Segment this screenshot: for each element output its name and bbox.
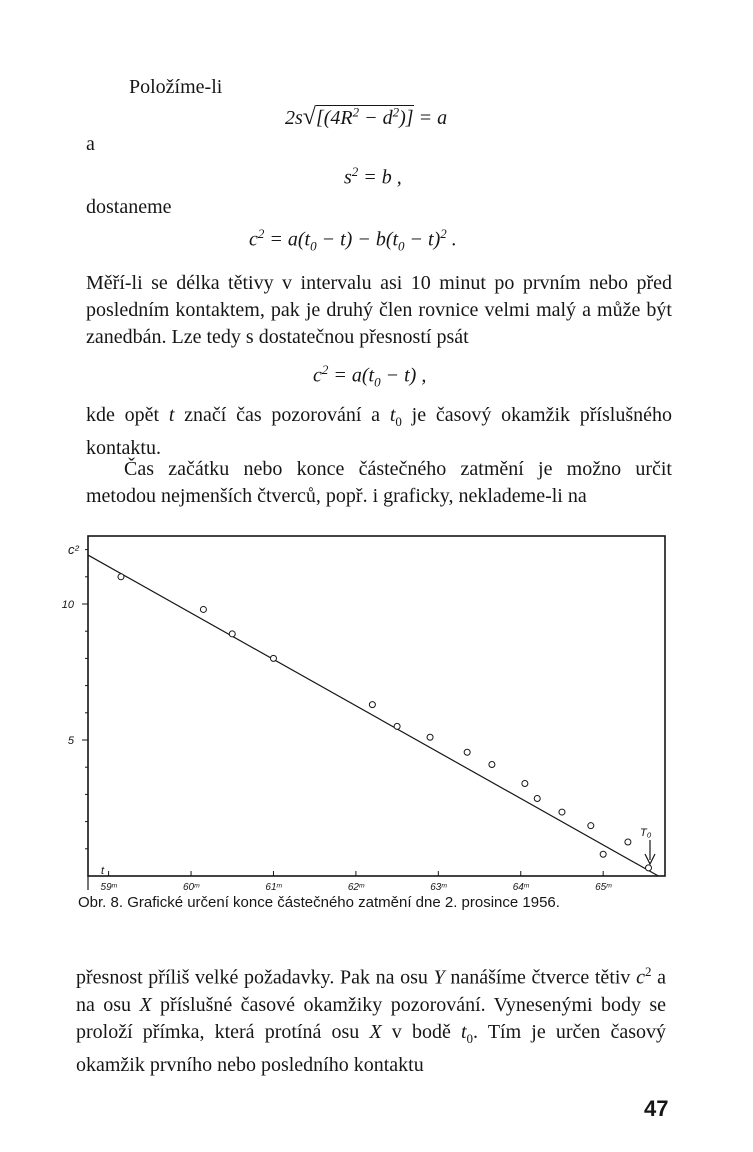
- eq4-sub: 0: [374, 374, 381, 390]
- lead-text-polozime: Položíme-li: [129, 76, 223, 98]
- eq3-sup: 2: [440, 226, 447, 241]
- eq4-part: c: [313, 364, 322, 387]
- data-point: [200, 606, 206, 612]
- para2-part: je časový okamžik příslušného kontaktu.: [86, 404, 672, 459]
- x-tick-label: 60ᵐ: [182, 882, 200, 893]
- para4-var: t: [460, 1020, 467, 1043]
- data-point: [559, 809, 565, 815]
- eq1-right: = a: [413, 107, 448, 129]
- equation-4: [313, 362, 426, 391]
- data-point: [625, 839, 631, 845]
- eq3-part: c: [249, 228, 258, 251]
- para4-sup: 2: [644, 964, 652, 979]
- para2-part: kde opět: [86, 404, 169, 426]
- para4-part: v bodě: [381, 1020, 461, 1043]
- para4-part: přesnost příliš velké požadavky. Pak na osu: [76, 966, 434, 989]
- para2-sub: 0: [395, 414, 402, 429]
- data-point: [427, 734, 433, 740]
- paragraph-2: [86, 402, 672, 462]
- figure-caption: Obr. 8. Grafické určení konce částečného zatmění dne 2. prosince 1956.: [78, 894, 560, 911]
- sqrt-icon: √: [302, 104, 316, 130]
- equation-2: [344, 164, 402, 190]
- eq2-part: = b ,: [358, 166, 402, 189]
- equation-3: [249, 226, 457, 255]
- eq3-sub: 0: [398, 238, 405, 254]
- para4-var: Y: [433, 966, 445, 989]
- eq4-sup: 2: [321, 362, 329, 377]
- eq1-part: − d: [359, 107, 393, 129]
- page-number: 47: [644, 1096, 669, 1121]
- conjunction-a: a: [86, 133, 95, 155]
- eq3-part: .: [446, 228, 457, 251]
- para2-part: značí čas pozorování a: [174, 404, 390, 426]
- eq2-part: s: [344, 166, 352, 189]
- data-point: [270, 655, 276, 661]
- eq3-part: − t) − b(t: [316, 228, 399, 251]
- data-point: [646, 865, 652, 871]
- eq1-left: 2s: [285, 107, 303, 129]
- x-tick-label: 63ᵐ: [430, 882, 447, 893]
- data-point: [464, 749, 470, 755]
- data-point: [522, 781, 528, 787]
- data-point: [118, 574, 124, 580]
- x-tick-label: 61ᵐ: [265, 882, 282, 893]
- data-point: [369, 702, 375, 708]
- x-tick-label: 62ᵐ: [347, 882, 364, 893]
- paragraph-3: Čas začátku nebo konce částečného zatmění je možno určit metodou nejmenších čtverců, popř. i graficky, neklademe-li na: [86, 458, 672, 507]
- para4-sub: 0: [466, 1030, 474, 1046]
- chart: [0, 520, 753, 900]
- data-point: [588, 823, 594, 829]
- paragraph-1: Měří-li se délka tětivy v intervalu asi 10 minut po prvním nebo před posledním kontaktem, pak je druhý člen rovnice velmi malý a může být zanedbán. Lze tedy s dostatečnou přesností psát: [86, 272, 672, 348]
- y-tick-label: 5: [67, 735, 74, 747]
- x-tick-label: 65ᵐ: [595, 882, 612, 893]
- para4-part: nanášíme čtverce tětiv: [444, 966, 637, 989]
- eq1-sup: 2: [352, 104, 360, 120]
- eq3-part: = a(t: [264, 228, 311, 251]
- eq1-part: [(4R: [315, 107, 353, 129]
- eq1-radicand: [316, 105, 414, 129]
- paragraph-4: [76, 958, 666, 1079]
- data-point: [489, 761, 495, 767]
- eq2-sup: 2: [351, 164, 359, 179]
- eq4-part: − t) ,: [380, 364, 427, 387]
- para4-part: a na osu: [76, 966, 666, 1016]
- para2-var: t: [168, 404, 175, 426]
- x-tick-label: 59ᵐ: [100, 882, 117, 893]
- data-point: [600, 851, 606, 857]
- para4-part: . Tím je určen časový okamžik prvního nebo posledního kontaktu: [76, 1020, 666, 1076]
- x-tick-label: 64ᵐ: [512, 882, 529, 893]
- eq3-sup: 2: [257, 226, 265, 241]
- para4-var: X: [139, 993, 152, 1016]
- y-tick-label: 10: [61, 599, 74, 611]
- t0-annotation: T₀: [640, 827, 652, 839]
- para4-var: X: [369, 1020, 382, 1043]
- eq1-sup: 2: [392, 104, 400, 120]
- data-point: [394, 723, 400, 729]
- para4-var: c: [636, 966, 645, 989]
- data-point: [229, 631, 235, 637]
- equation-1: [285, 104, 447, 131]
- eq3-sub: 0: [310, 238, 317, 254]
- x-axis-label: t: [101, 865, 105, 877]
- eq4-part: = a(t: [328, 364, 375, 387]
- data-point: [534, 795, 540, 801]
- plot-frame: [88, 536, 665, 876]
- eq1-part: )]: [399, 107, 414, 129]
- lead-text-dostaneme: dostaneme: [86, 196, 172, 218]
- y-axis-label: c²: [68, 542, 79, 557]
- eq3-part: − t): [404, 228, 441, 251]
- fit-line: [88, 555, 658, 876]
- para2-var: t: [389, 404, 396, 426]
- para4-part: příslušné časové okamžiky pozorování. Vynesenými body se proloží přímka, která protíná osu: [76, 993, 666, 1043]
